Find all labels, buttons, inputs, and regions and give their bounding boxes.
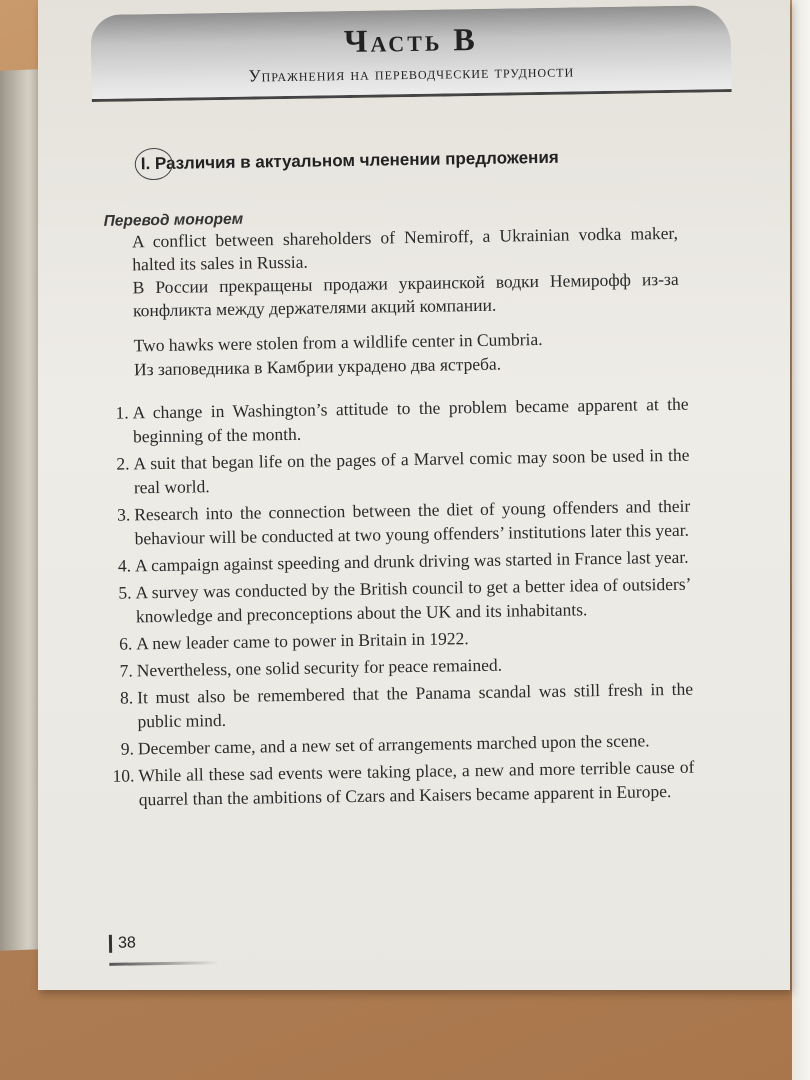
example-1-en: A conflict between shareholders of Nemiroff, a Ukrainian vodka maker, halted its sales in Russia. <box>131 222 679 275</box>
page-number: 38 <box>109 934 136 952</box>
part-banner <box>90 5 731 102</box>
section-title: Различия в актуальном членении предложения <box>154 147 559 174</box>
circle-mark <box>135 148 173 181</box>
list-item <box>101 572 692 629</box>
item-number: 9. <box>120 738 135 759</box>
page-content <box>30 0 797 996</box>
example-2-ru: Из заповедника в Камбрии украдено два ястреба. <box>133 353 502 380</box>
page-number-rule <box>109 961 219 966</box>
section-heading <box>141 148 559 175</box>
item-text: December came, and a new set of arrangements marched upon the scene. <box>137 730 650 759</box>
item-text: A suit that began life on the pages of a Marvel comic may soon be used in the real world. <box>133 444 690 498</box>
item-text: While all these sad events were taking place, a new and more terrible cause of quarrel than the ambitions of Czars and Kaisers became apparent in Europe. <box>138 756 695 810</box>
item-number: 5. <box>118 582 132 603</box>
item-text: A survey was conducted by the British council to get a better idea of outsiders’ knowledge and preconceptions about the UK and its inhabitants. <box>135 573 692 627</box>
subheading: Перевод монорем <box>103 210 244 230</box>
exercise-list <box>98 392 694 815</box>
item-text: A change in Washington’s attitude to the problem became apparent at the beginning of the month. <box>132 393 689 447</box>
book-page <box>38 0 790 990</box>
list-item <box>103 677 694 734</box>
section-number: I. <box>140 154 151 174</box>
item-number: 10. <box>112 765 135 786</box>
list-item <box>100 494 691 551</box>
item-number: 8. <box>119 687 134 708</box>
list-item <box>104 755 695 812</box>
part-title: Часть В <box>343 20 478 60</box>
item-number: 6. <box>119 633 133 654</box>
item-text: Research into the connection between the diet of young offenders and their behaviour will be conducted at two young offenders’ institutions later this year. <box>134 495 691 549</box>
example-2-en: Two hawks were stolen from a wildlife center in Cumbria. <box>133 328 543 356</box>
item-text: Nevertheless, one solid security for peace remained. <box>136 654 503 681</box>
example-1-ru: В России прекращены продажи украинской водки Немирофф из-за конфликта между держателями акций компании. <box>132 268 679 321</box>
list-item <box>98 392 689 449</box>
item-text: A campaign against speeding and drunk driving was started in France last year. <box>134 546 689 576</box>
list-item <box>99 443 690 500</box>
item-number: 3. <box>116 504 131 525</box>
item-number: 7. <box>119 660 133 681</box>
part-subtitle: Упражнения на переводческие трудности <box>248 61 575 86</box>
item-number: 4. <box>117 555 132 576</box>
item-text: It must also be remembered that the Panama scandal was still fresh in the public mind. <box>136 678 694 732</box>
item-number: 2. <box>116 453 130 474</box>
item-text: A new leader came to power in Britain in 1922. <box>136 628 469 654</box>
item-number: 1. <box>115 402 129 423</box>
